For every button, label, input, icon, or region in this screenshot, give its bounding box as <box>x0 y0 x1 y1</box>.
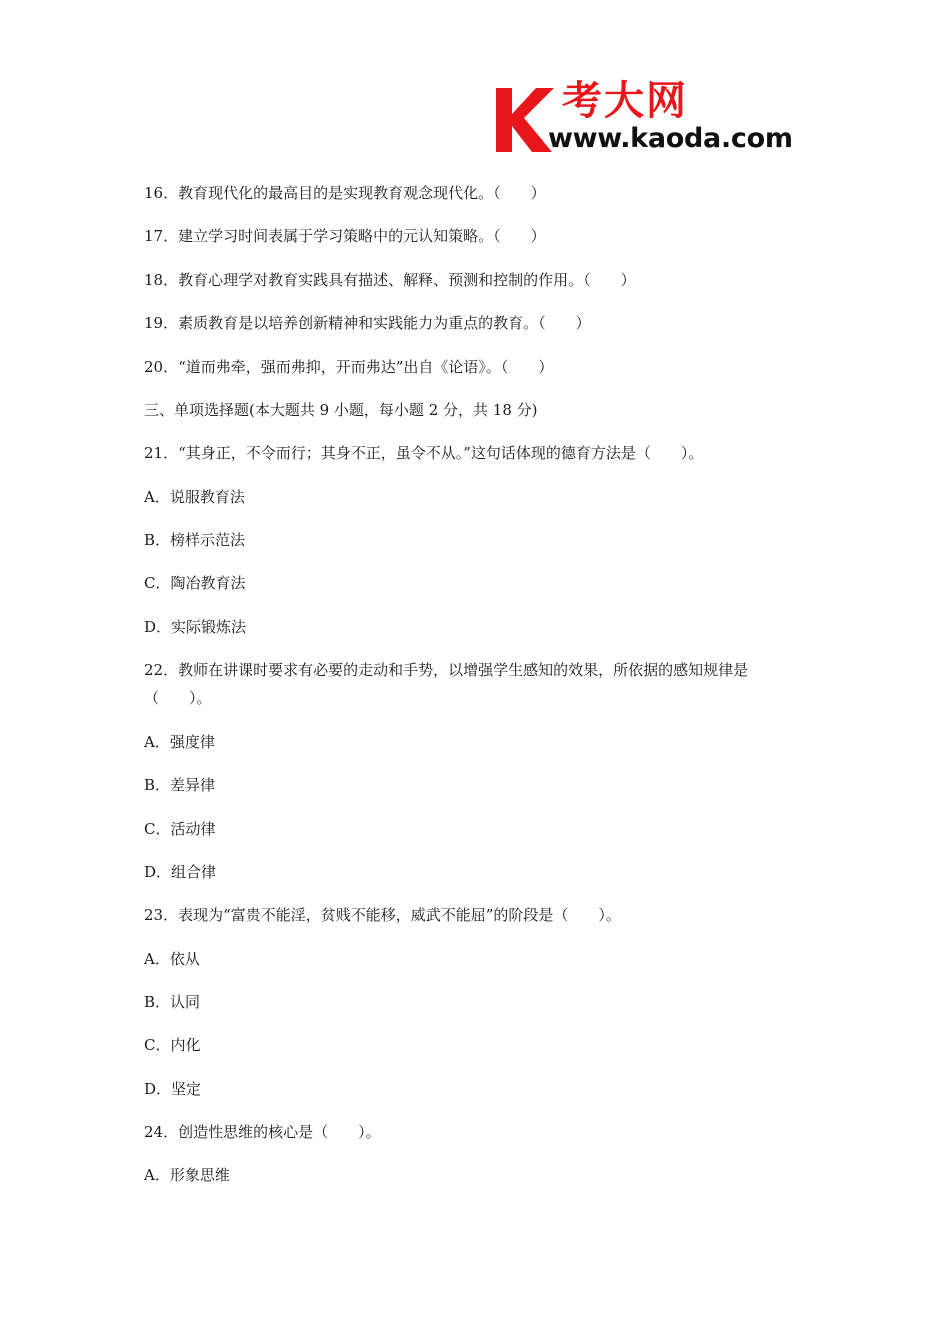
option-24-a: A．形象思维 <box>144 1166 230 1184</box>
question-18: 18．教育心理学对教育实践具有描述、解释、预测和控制的作用。（ ） <box>144 271 636 289</box>
question-24: 24．创造性思维的核心是（ ）。 <box>144 1123 381 1141</box>
question-19: 19．素质教育是以培养创新精神和实践能力为重点的教育。（ ） <box>144 314 591 332</box>
option-21-a: A．说服教育法 <box>144 488 245 506</box>
option-23-d: D．坚定 <box>144 1080 202 1098</box>
question-22: 22．教师在讲课时要求有必要的走动和手势，以增强学生感知的效果，所依据的感知规律是（ ）。 <box>144 661 749 707</box>
logo-name: 考大网 <box>562 78 688 124</box>
question-23: 23．表现为“富贵不能淫，贫贱不能移，威武不能屈”的阶段是（ ）。 <box>144 906 621 924</box>
question-20: 20．“道而弗牵，强而弗抑，开而弗达”出自《论语》。（ ） <box>144 358 554 376</box>
option-22-d: D．组合律 <box>144 863 217 881</box>
question-16: 16．教育现代化的最高目的是实现教育观念现代化。（ ） <box>144 184 546 202</box>
k-logo-icon <box>492 84 556 156</box>
question-21: 21．“其身正，不令而行；其身不正，虽令不从。”这句话体现的德育方法是（ ）。 <box>144 444 704 462</box>
question-17: 17．建立学习时间表属于学习策略中的元认知策略。（ ） <box>144 227 546 245</box>
option-21-c: C．陶冶教育法 <box>144 574 246 592</box>
kaoda-logo <box>492 78 812 160</box>
option-22-a: A．强度律 <box>144 733 215 751</box>
option-21-b: B．榜样示范法 <box>144 531 246 549</box>
option-22-c: C．活动律 <box>144 820 216 838</box>
option-23-a: A．依从 <box>144 950 200 968</box>
option-23-b: B．认同 <box>144 993 201 1011</box>
option-23-c: C．内化 <box>144 1036 201 1054</box>
section-heading: 三、单项选择题(本大题共 9 小题，每小题 2 分，共 18 分) <box>144 401 538 419</box>
logo-url: www.kaoda.com <box>548 123 793 154</box>
option-22-b: B．差异律 <box>144 776 216 794</box>
option-21-d: D．实际锻炼法 <box>144 618 247 636</box>
